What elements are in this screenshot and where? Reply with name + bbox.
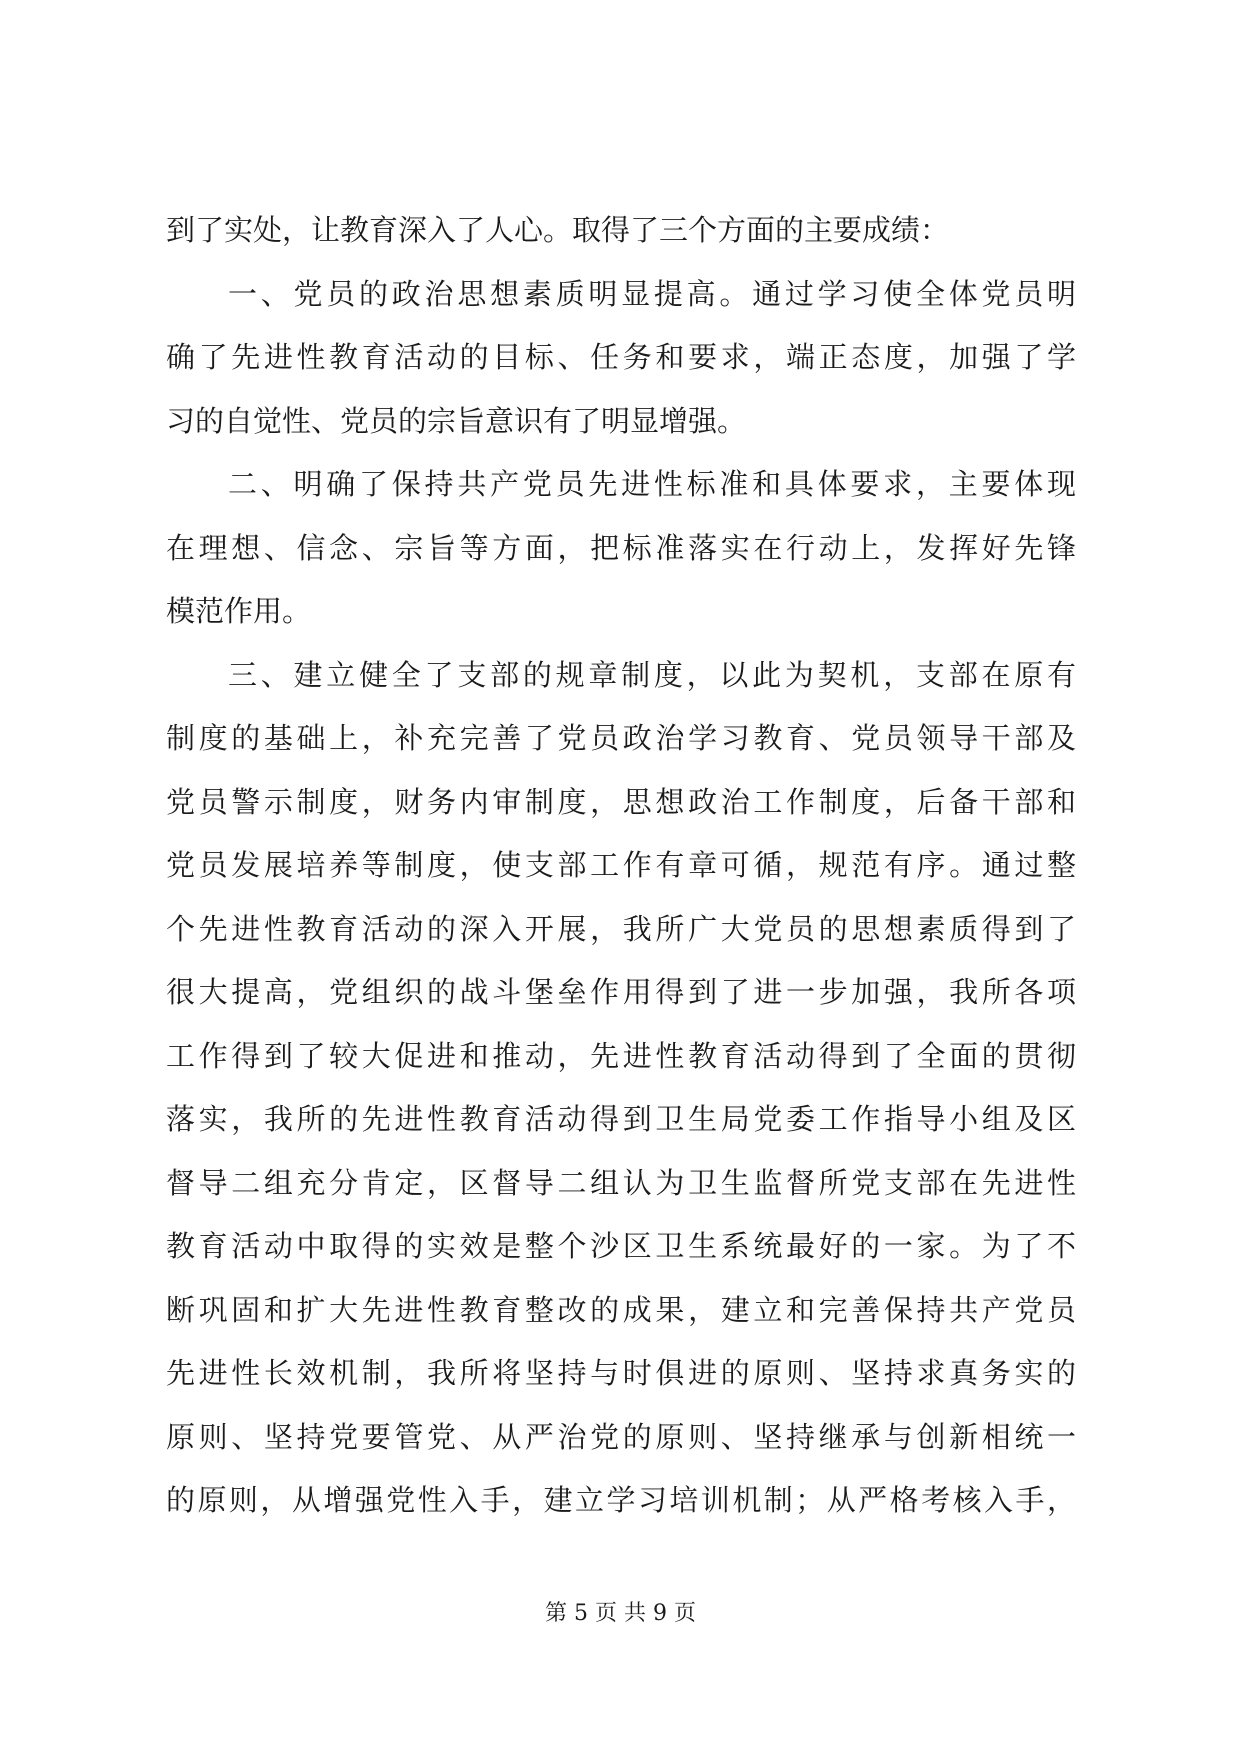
paragraph-1-line: 一、党员的政治思想素质明显提高。通过学习使全体党员明 <box>228 276 1076 311</box>
text-line: 原则、坚持党要管党、从严治党的原则、坚持继承与创新相统一 <box>166 1419 1076 1454</box>
paragraph-3-line: 三、建立健全了支部的规章制度，以此为契机，支部在原有 <box>228 657 1076 692</box>
text-line: 个先进性教育活动的深入开展，我所广大党员的思想素质得到了 <box>166 911 1076 946</box>
text-line: 制度的基础上，补充完善了党员政治学习教育、党员领导干部及 <box>166 721 1076 755</box>
text-line: 模范作用。 <box>166 594 312 628</box>
text-line: 在理想、信念、宗旨等方面，把标准落实在行动上，发挥好先锋 <box>166 530 1076 565</box>
text-line: 很大提高，党组织的战斗堡垒作用得到了进一步加强，我所各项 <box>166 975 1076 1009</box>
text-line: 到了实处，让教育深入了人心。取得了三个方面的主要成绩： <box>166 213 950 247</box>
text-line: 教育活动中取得的实效是整个沙区卫生系统最好的一家。为了不 <box>166 1229 1076 1263</box>
text-line: 落实，我所的先进性教育活动得到卫生局党委工作指导小组及区 <box>166 1102 1076 1136</box>
text-line: 习的自觉性、党员的宗旨意识有了明显增强。 <box>166 403 747 438</box>
text-line: 督导二组充分肯定，区督导二组认为卫生监督所党支部在先进性 <box>166 1165 1076 1200</box>
page-number-footer: 第 5 页 共 9 页 <box>545 1601 696 1626</box>
text-line: 党员发展培养等制度，使支部工作有章可循，规范有序。通过整 <box>166 848 1076 882</box>
text-line: 的原则，从增强党性入手，建立学习培训机制；从严格考核入手， <box>166 1483 1076 1517</box>
paragraph-2-line: 二、明确了保持共产党员先进性标准和具体要求，主要体现 <box>228 467 1076 501</box>
text-line: 工作得到了较大促进和推动，先进性教育活动得到了全面的贯彻 <box>166 1038 1076 1073</box>
text-line: 先进性长效机制，我所将坚持与时俱进的原则、坚持求真务实的 <box>166 1356 1076 1390</box>
body-text <box>166 199 1076 1533</box>
text-line: 断巩固和扩大先进性教育整改的成果，建立和完善保持共产党员 <box>166 1292 1076 1327</box>
text-line: 确了先进性教育活动的目标、任务和要求，端正态度，加强了学 <box>166 340 1076 374</box>
text-line: 党员警示制度，财务内审制度，思想政治工作制度，后备干部和 <box>166 784 1076 819</box>
